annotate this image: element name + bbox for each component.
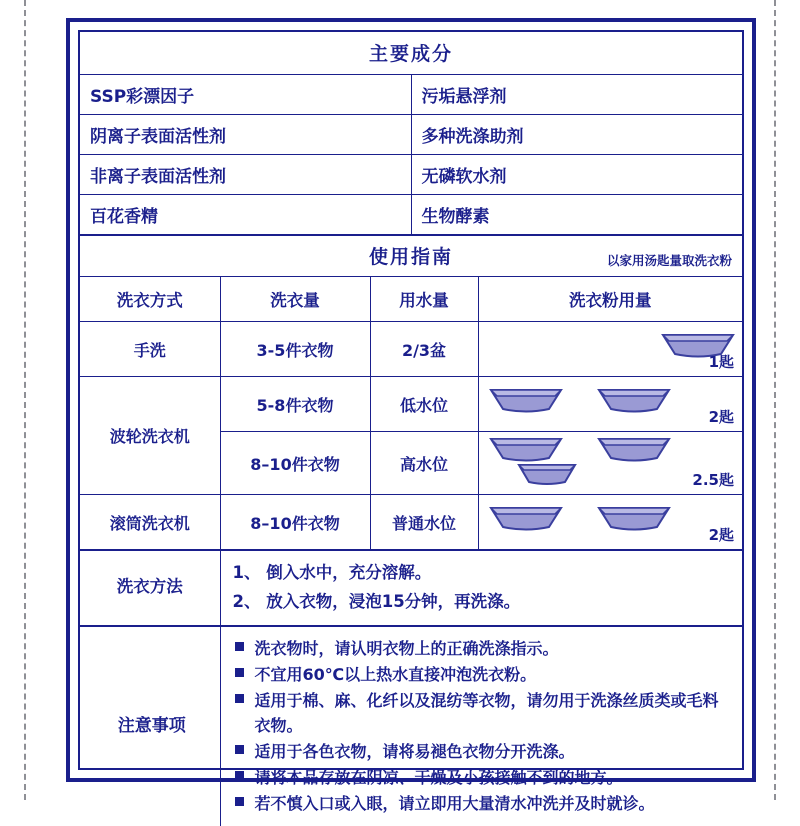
note-text: 若不慎入口或入眼，请立即用大量清水冲洗并及时就诊。: [254, 794, 655, 814]
table-row: [80, 377, 742, 432]
scoop-group: [479, 322, 743, 376]
cell-water: 2/3盆: [370, 322, 478, 377]
square-bullet-icon: [235, 745, 244, 754]
note-text: 洗衣物时，请认明衣物上的正确洗涤指示。: [254, 638, 559, 658]
notes-label: 注意事项: [80, 626, 220, 826]
note-text: 不宜用60℃以上热水直接冲泡洗衣粉。: [254, 664, 537, 684]
table-row: [80, 155, 742, 195]
square-bullet-icon: [235, 668, 244, 677]
scoop-group: [479, 377, 743, 431]
ingredient-cell: 生物酵素: [411, 195, 742, 235]
note-item: [235, 765, 733, 791]
cell-method: 滚筒洗衣机: [80, 495, 220, 550]
note-item: [235, 688, 733, 740]
scoop-icon: [597, 436, 671, 466]
notes-table: [80, 626, 742, 826]
cell-method: 手洗: [80, 322, 220, 377]
ingredient-cell: 百花香精: [80, 195, 411, 235]
usage-guide-table: [80, 276, 742, 550]
square-bullet-icon: [235, 642, 244, 651]
square-bullet-icon: [235, 797, 244, 806]
ingredient-cell: 多种洗涤助剂: [411, 115, 742, 155]
note-text: 适用于棉、麻、化纤以及混纺等衣物，请勿用于洗涤丝质类或毛料衣物。: [254, 690, 719, 736]
ingredient-cell: 非离子表面活性剂: [80, 155, 411, 195]
cell-method: 波轮洗衣机: [80, 377, 220, 495]
column-header-water: 用水量: [370, 277, 478, 322]
method-steps: [220, 551, 742, 626]
label-inner-border: [78, 30, 744, 814]
washing-method-table: [80, 550, 742, 626]
square-bullet-icon: [235, 694, 244, 703]
guide-title: 使用指南: [368, 246, 453, 268]
cell-amount: 5-8件衣物: [220, 377, 370, 432]
scoop-group: [479, 432, 743, 494]
note-text: 适用于各色衣物，请将易褪色衣物分开洗涤。: [254, 742, 575, 762]
note-text: 请将本品存放在阴凉、干燥及小孩接触不到的地方。: [254, 768, 623, 788]
cell-water: 低水位: [370, 377, 478, 432]
table-row: [80, 115, 742, 155]
dose-label: 2匙: [708, 526, 734, 544]
scoop-icon: [489, 387, 563, 417]
dose-label: 2匙: [708, 408, 734, 426]
ingredient-cell: 无磷软水剂: [411, 155, 742, 195]
note-item: [235, 662, 733, 688]
note-item: [235, 791, 733, 817]
cell-amount: 3-5件衣物: [220, 322, 370, 377]
table-row: [80, 322, 742, 377]
scoop-group: [479, 495, 743, 549]
table-row: [80, 495, 742, 550]
cell-water: 普通水位: [370, 495, 478, 550]
scoop-icon: [597, 387, 671, 417]
method-step: 1、 倒入水中，充分溶解。: [232, 563, 432, 582]
scoop-icon: [489, 505, 563, 535]
ingredient-cell: 阴离子表面活性剂: [80, 115, 411, 155]
table-row: [80, 195, 742, 235]
cell-amount: 8–10件衣物: [220, 495, 370, 550]
column-header-dose: 洗衣粉用量: [478, 277, 742, 322]
cell-dose: [478, 495, 742, 550]
note-item: [235, 636, 733, 662]
scoop-icon: [517, 462, 577, 490]
guide-note: 以家用汤匙量取洗衣粉: [606, 253, 732, 268]
method-label: 洗衣方法: [80, 551, 220, 626]
label-panel: [66, 18, 756, 814]
ingredients-title: 主要成分: [368, 43, 453, 65]
square-bullet-icon: [235, 771, 244, 780]
table-row: [80, 626, 742, 826]
notes-list: [220, 626, 742, 826]
dose-label: 1匙: [708, 353, 734, 371]
dose-label: 2.5匙: [692, 471, 734, 489]
tear-line-left: [24, 0, 26, 800]
cell-dose: [478, 377, 742, 432]
tear-line-right: [774, 0, 776, 800]
cell-water: 高水位: [370, 432, 478, 495]
table-header-row: [80, 277, 742, 322]
cell-dose: [478, 432, 742, 495]
column-header-method: 洗衣方式: [80, 277, 220, 322]
ingredient-cell: 污垢悬浮剂: [411, 75, 742, 115]
ingredients-table: [80, 74, 742, 235]
guide-header: [80, 235, 742, 276]
table-row: [80, 75, 742, 115]
cell-dose: [478, 322, 742, 377]
column-header-amount: 洗衣量: [220, 277, 370, 322]
cell-amount: 8–10件衣物: [220, 432, 370, 495]
note-item: [235, 739, 733, 765]
scoop-icon: [597, 505, 671, 535]
method-step: 2、 放入衣物，浸泡15分钟，再洗涤。: [232, 591, 521, 611]
table-row: [80, 551, 742, 626]
ingredient-cell: SSP彩漂因子: [80, 75, 411, 115]
